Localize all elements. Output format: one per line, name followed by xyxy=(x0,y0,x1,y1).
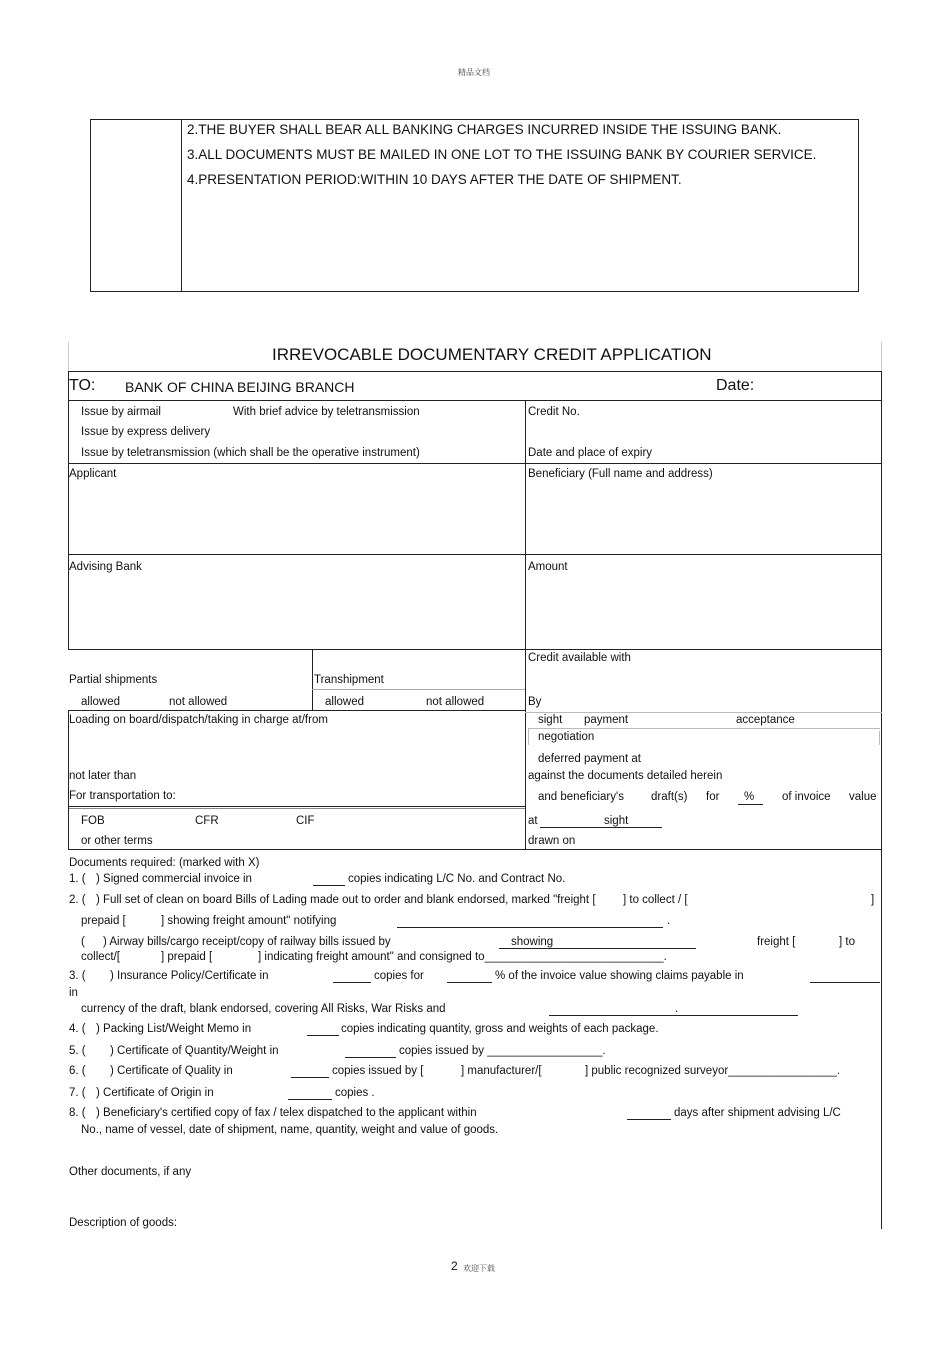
rule-by xyxy=(525,712,882,713)
doc2-air-showing: showing xyxy=(511,936,554,948)
fob-label: FOB xyxy=(81,815,105,827)
negotiation-box-right xyxy=(879,731,880,745)
percent-underline xyxy=(738,804,763,805)
doc3-dot: . xyxy=(675,1003,679,1015)
credit-available-label: Credit available with xyxy=(528,652,631,664)
tranship-allowed: allowed xyxy=(325,696,364,708)
clause-box xyxy=(90,119,859,292)
other-documents-label: Other documents, if any xyxy=(69,1166,192,1178)
doc2-line2c: . xyxy=(667,915,671,927)
cfr-label: CFR xyxy=(195,815,219,827)
clause-4: 4.PRESENTATION PERIOD:WITHIN 10 DAYS AFTER THE DATE OF SHIPMENT. xyxy=(187,172,682,187)
doc1-underline xyxy=(313,885,345,886)
doc8-number: 8. ( xyxy=(69,1107,86,1119)
at-underline xyxy=(540,827,662,828)
rule-top xyxy=(68,371,882,372)
doc4-number: 4. ( xyxy=(69,1023,86,1035)
sight-draft-label: sight xyxy=(604,815,629,827)
against-label: against the documents detailed herein xyxy=(528,770,723,782)
outer-right-faint xyxy=(881,342,882,372)
doc7-underline xyxy=(288,1099,332,1100)
other-terms-label: or other terms xyxy=(81,835,153,847)
expiry-label: Date and place of expiry xyxy=(528,447,653,459)
header-watermark: 精品文档 xyxy=(458,68,490,77)
sight-label: sight xyxy=(538,714,563,726)
doc3-underline-3 xyxy=(810,982,880,983)
doc8-underline xyxy=(627,1119,671,1120)
clause-2: 2.THE BUYER SHALL BEAR ALL BANKING CHARGES INCURRED INSIDE THE ISSUING BANK. xyxy=(187,122,782,137)
cif-label: CIF xyxy=(296,815,315,827)
to-bank: BANK OF CHINA BEIJING BRANCH xyxy=(125,379,355,395)
doc1-number: 1. ( xyxy=(69,873,86,885)
advising-bank-label: Advising Bank xyxy=(69,561,142,573)
doc2-text-c: ] xyxy=(871,894,875,906)
at-label: at xyxy=(528,815,538,827)
doc5-text: ) Certificate of Quantity/Weight in xyxy=(110,1045,279,1057)
outer-left-faint xyxy=(68,342,69,372)
doc5-text-b: copies issued by __________________. xyxy=(399,1045,606,1057)
doc3-text: ) Insurance Policy/Certificate in xyxy=(110,970,269,982)
doc2-text-b: ] to collect / [ xyxy=(623,894,688,906)
issue-airmail: Issue by airmail xyxy=(81,406,161,418)
doc8-text-b: days after shipment advising L/C xyxy=(674,1107,841,1119)
clause-3: 3.ALL DOCUMENTS MUST BE MAILED IN ONE LOT TO THE ISSUING BANK BY COURIER SERVICE. xyxy=(187,147,817,162)
issue-teletrans: Issue by teletransmission (which shall be the operative instrument) xyxy=(81,447,420,459)
doc3-underline-1 xyxy=(333,982,371,983)
doc4-text-b: copies indicating quantity, gross and weights of each package. xyxy=(341,1023,659,1035)
transhipment-label: Transhipment xyxy=(314,674,384,686)
doc2-air-l2c: ] indicating freight amount" and consigned to____________________________. xyxy=(258,951,667,963)
drafts-label: draft(s) xyxy=(651,791,688,803)
rule-to xyxy=(68,400,882,401)
amount-label: Amount xyxy=(528,561,568,573)
rule-transport xyxy=(68,806,525,807)
doc7-text-b: copies . xyxy=(335,1087,375,1099)
documents-header: Documents required: (marked with X) xyxy=(69,857,260,869)
doc2-air-l2a: collect/[ xyxy=(81,951,120,963)
shipments-divider xyxy=(312,649,313,710)
doc2-air-underline xyxy=(499,948,696,949)
doc8-text: ) Beneficiary's certified copy of fax / telex dispatched to the applicant within xyxy=(96,1107,477,1119)
partial-shipments-label: Partial shipments xyxy=(69,674,158,686)
doc5-underline xyxy=(345,1057,396,1058)
payment-label: payment xyxy=(584,714,629,726)
doc1-text-b: copies indicating L/C No. and Contract No. xyxy=(348,873,566,885)
date-label: Date: xyxy=(716,377,755,394)
page-number: 2 xyxy=(451,1259,458,1273)
doc6-text-d: ] public recognized surveyor_________________. xyxy=(585,1065,841,1077)
doc2-line2b: ] showing freight amount" notifying xyxy=(161,915,337,927)
doc2-notify-underline xyxy=(397,927,663,928)
doc2-air-a: ( xyxy=(81,936,85,948)
frame-left-upper xyxy=(68,400,69,649)
doc6-text-c: ] manufacturer/[ xyxy=(461,1065,542,1077)
doc6-text-b: copies issued by [ xyxy=(332,1065,424,1077)
not-later-label: not later than xyxy=(69,770,137,782)
rule-issue xyxy=(68,463,882,464)
form-title: IRREVOCABLE DOCUMENTARY CREDIT APPLICATION xyxy=(272,345,712,364)
doc2-line2a: prepaid [ xyxy=(81,915,126,927)
footer-text: 欢迎下载 xyxy=(463,1264,495,1273)
doc1-text: ) Signed commercial invoice in xyxy=(96,873,252,885)
frame-right xyxy=(881,371,882,1229)
negotiation-label: negotiation xyxy=(538,731,595,743)
doc2-air-l2b: ] prepaid [ xyxy=(161,951,213,963)
percent-label: % xyxy=(744,791,755,803)
doc3-underline-4 xyxy=(549,1015,798,1016)
clause-box-divider xyxy=(181,119,182,292)
doc3-underline-2 xyxy=(447,982,492,983)
doc8-line2: No., name of vessel, date of shipment, name, quantity, weight and value of goods. xyxy=(81,1124,499,1136)
rule-shipments xyxy=(68,710,525,711)
to-label: TO: xyxy=(69,377,96,394)
description-label: Description of goods: xyxy=(69,1217,178,1229)
by-label: By xyxy=(528,696,542,708)
beneficiary-label: Beneficiary (Full name and address) xyxy=(528,468,713,480)
rule-applicant xyxy=(68,554,882,555)
drawn-on-label: drawn on xyxy=(528,835,576,847)
doc4-text: ) Packing List/Weight Memo in xyxy=(96,1023,252,1035)
doc6-underline xyxy=(291,1077,329,1078)
center-divider xyxy=(525,400,526,849)
doc7-number: 7. ( xyxy=(69,1087,86,1099)
for-label: for xyxy=(706,791,720,803)
issue-brief: With brief advice by teletransmission xyxy=(233,406,420,418)
doc2-air-b: ) Airway bills/cargo receipt/copy of railway bills issued by xyxy=(103,936,391,948)
rule-transport-2 xyxy=(68,808,525,809)
frame-left-lower xyxy=(68,710,69,849)
transport-to-label: For transportation to: xyxy=(69,790,176,802)
doc2-air-freight: freight [ xyxy=(757,936,796,948)
of-invoice-label: of invoice xyxy=(782,791,831,803)
credit-no-label: Credit No. xyxy=(528,406,580,418)
doc3-in: in xyxy=(69,987,78,999)
doc3-number: 3. ( xyxy=(69,970,86,982)
doc6-text: ) Certificate of Quality in xyxy=(110,1065,233,1077)
transhipment-rule xyxy=(312,689,525,690)
doc3-text-b: copies for xyxy=(374,970,424,982)
tranship-not-allowed: not allowed xyxy=(426,696,485,708)
doc3-text-c: % of the invoice value showing claims payable in xyxy=(495,970,744,982)
applicant-label: Applicant xyxy=(69,468,117,480)
rule-documents xyxy=(68,849,882,850)
doc4-underline xyxy=(307,1035,339,1036)
value-label: value xyxy=(849,791,877,803)
and-beneficiary-label: and beneficiary's xyxy=(538,791,624,803)
acceptance-label: acceptance xyxy=(736,714,795,726)
deferred-label: deferred payment at xyxy=(538,753,641,765)
partial-not-allowed: not allowed xyxy=(169,696,228,708)
rule-advising xyxy=(68,649,882,650)
loading-label: Loading on board/dispatch/taking in charge at/from xyxy=(69,714,328,726)
issue-express: Issue by express delivery xyxy=(81,426,211,438)
doc7-text: ) Certificate of Origin in xyxy=(96,1087,214,1099)
doc2-air-to: ] to xyxy=(839,936,855,948)
doc5-number: 5. ( xyxy=(69,1045,86,1057)
doc2-text: ) Full set of clean on board Bills of Lading made out to order and blank endorsed, marked "freight [ xyxy=(96,894,596,906)
partial-allowed: allowed xyxy=(81,696,120,708)
doc2-number: 2. ( xyxy=(69,894,86,906)
doc3-line2: currency of the draft, blank endorsed, covering All Risks, War Risks and xyxy=(81,1003,446,1015)
doc6-number: 6. ( xyxy=(69,1065,86,1077)
